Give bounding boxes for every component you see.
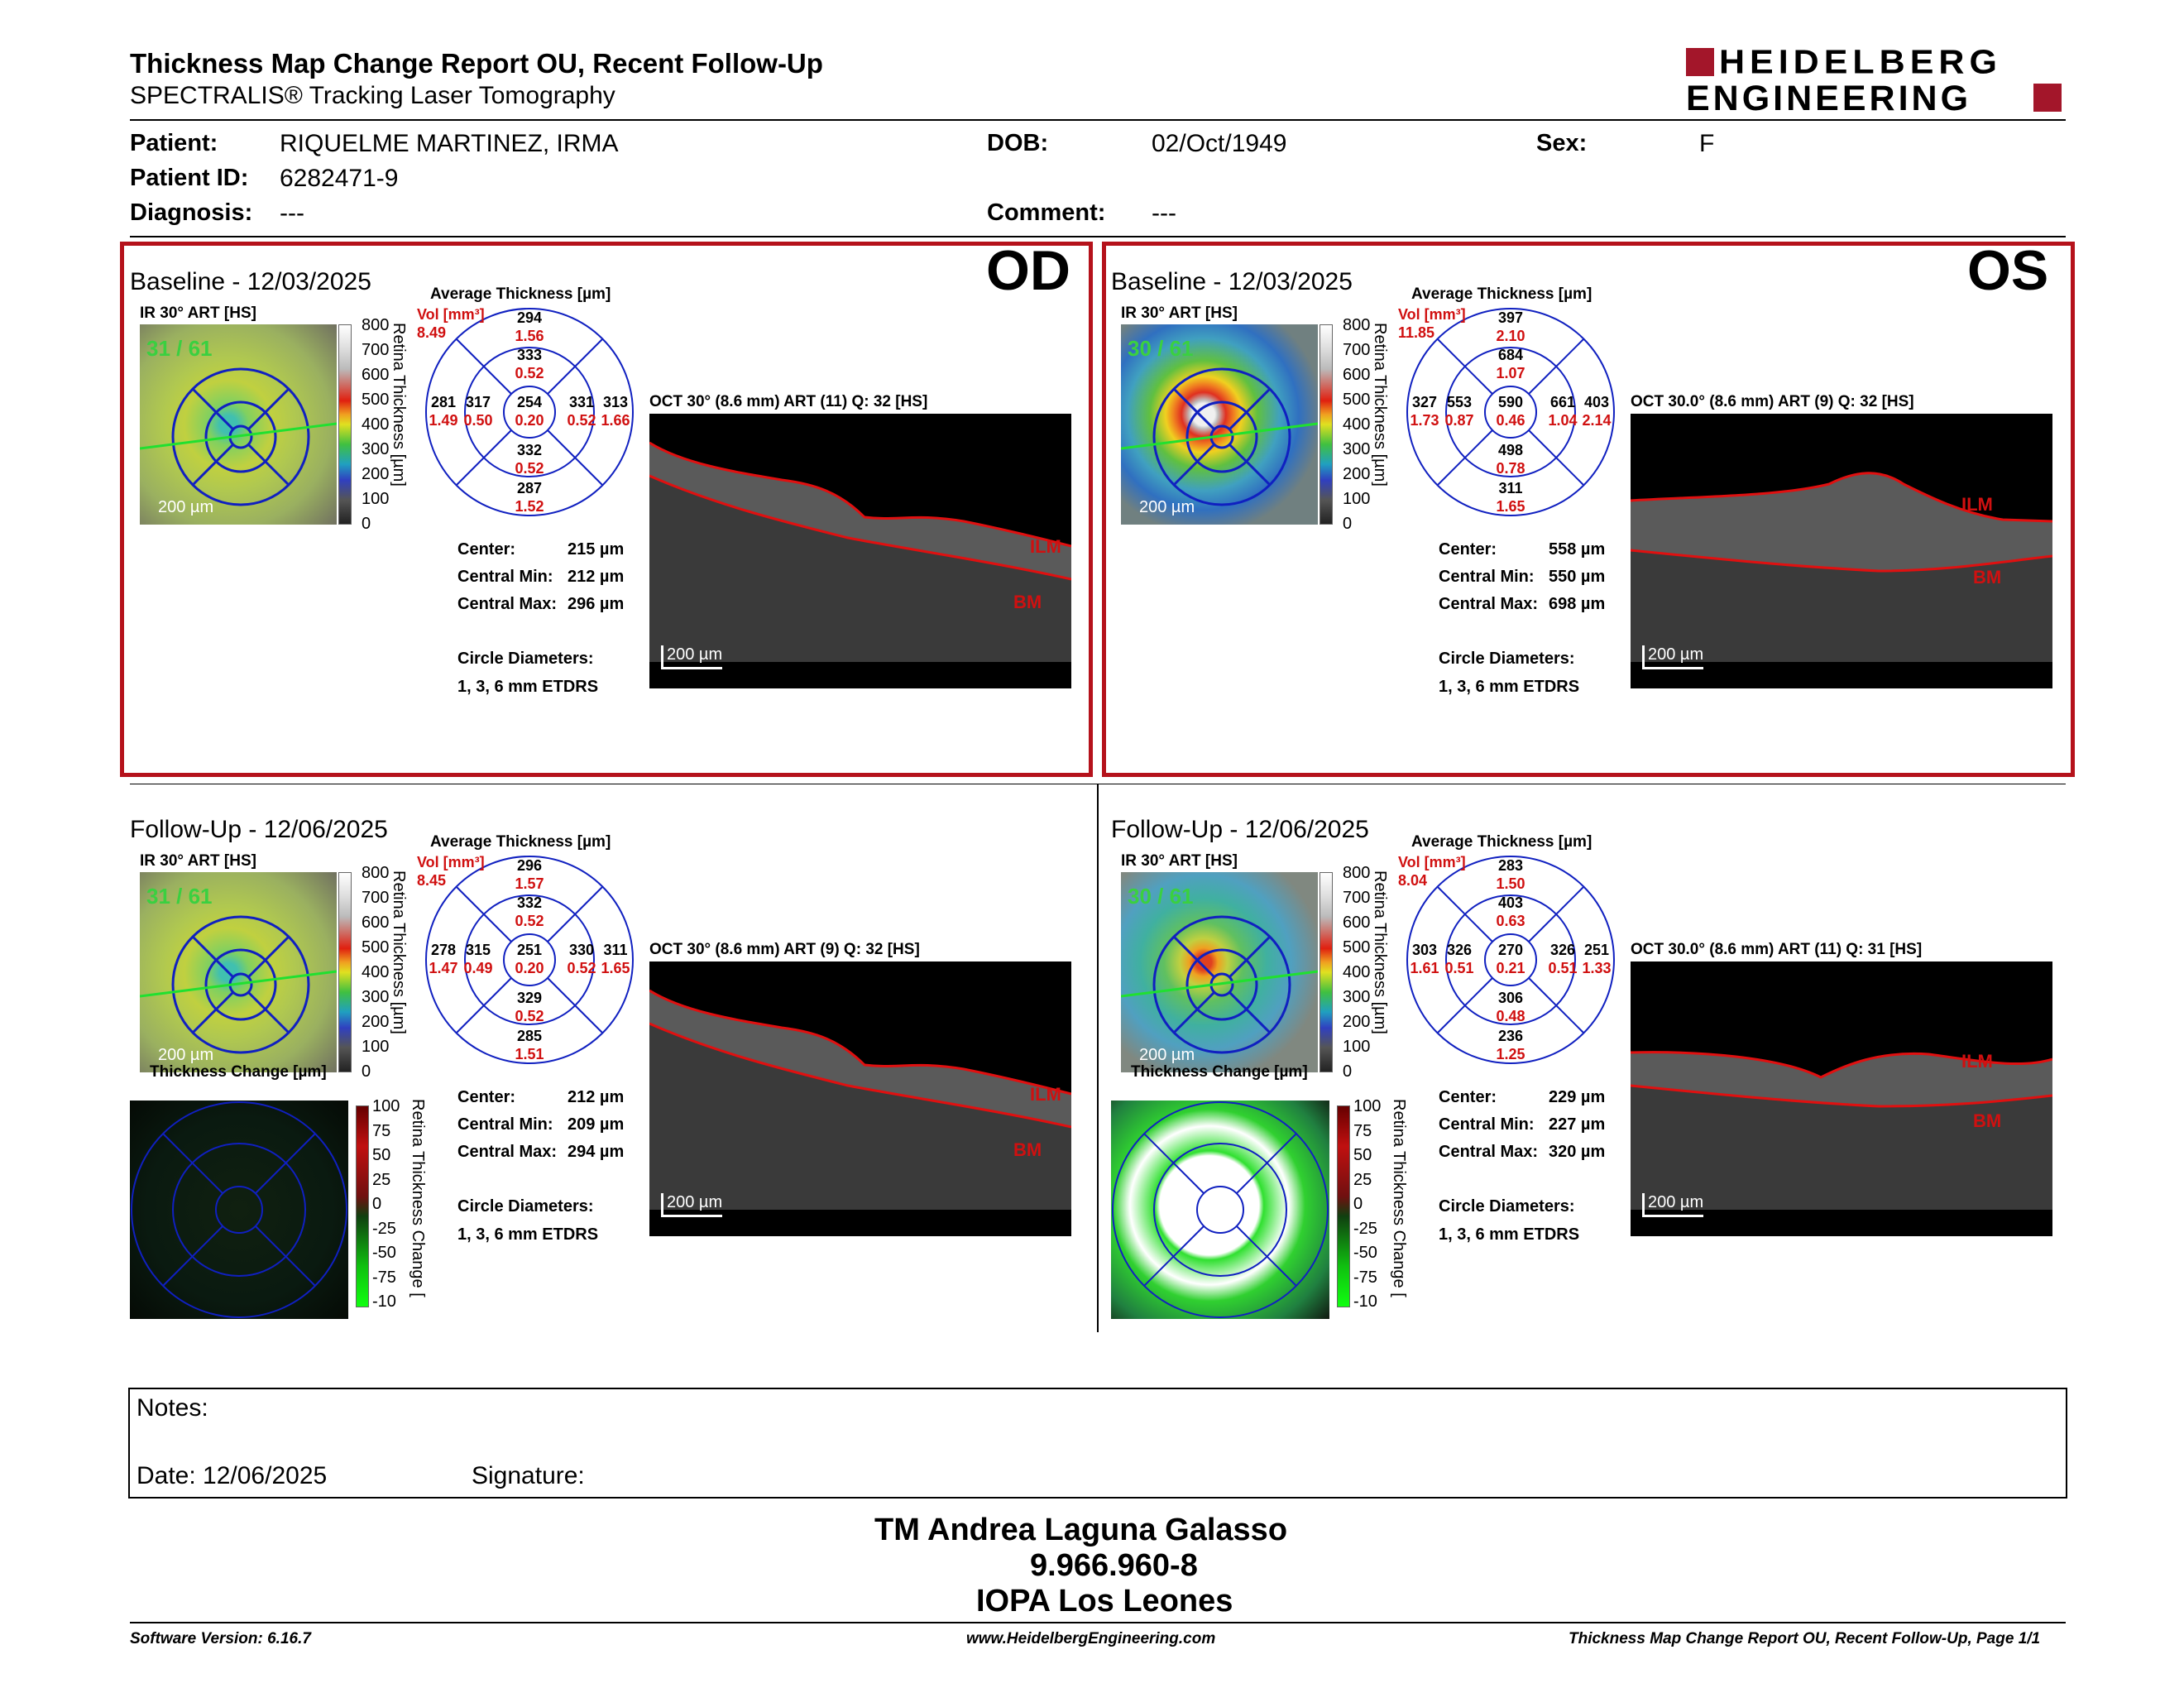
circle-diameters-value: 1, 3, 6 mm ETDRS [1439,678,1580,696]
change-colorbar-tick: -10 [1353,1292,1377,1311]
colorbar-tick: 200 [362,1013,390,1031]
od-fu-panel [130,796,1090,1326]
grid-thickness-right: 403 [1583,394,1610,410]
grid-volume-right: 1.66 [601,412,630,429]
colorbar-tick: 200 [1343,1013,1371,1031]
vol-total: 8.49 [417,324,447,341]
colorbar-title: Retina Thickness [µm] [390,323,408,487]
colorbar-tick: 400 [362,963,390,981]
etdrs-overlay [140,872,337,1072]
signer-org: IOPA Los Leones [976,1584,1233,1618]
change-title: Thickness Change [µm] [150,1063,327,1081]
ilm-label: ILM [1030,1084,1061,1105]
grid-thickness-ibot: 498 [1497,442,1524,458]
avg-thickness-title: Average Thickness [µm] [430,285,611,303]
colorbar-tick: 100 [362,490,390,508]
center-label: Center: [457,1088,516,1106]
grid-volume-ibot: 0.52 [515,460,544,477]
colorbar-tick: 700 [362,889,390,907]
grid-volume-c: 0.20 [515,412,544,429]
grid-thickness-left: 281 [430,394,457,410]
colorbar-tick: 700 [1343,889,1371,907]
grid-volume-left: 1.47 [429,960,458,976]
change-colorbar-tick: 25 [1353,1170,1372,1189]
dob-label: DOB: [987,130,1049,156]
grid-thickness-right: 313 [602,394,629,410]
grid-volume-left: 1.49 [429,412,458,429]
grid-thickness-ileft: 326 [1446,942,1473,958]
center-value: 215 µm [568,540,625,559]
circle-diameters-label: Circle Diameters: [457,650,594,668]
fundus-scale-label: 200 µm [1139,1046,1195,1064]
bm-label: BM [1973,1110,2002,1131]
etdrs-overlay [1121,872,1318,1072]
colorbar-tick: 800 [362,864,390,882]
colorbar-tick: 0 [362,1062,371,1081]
diagnosis-value: --- [280,199,304,227]
grid-volume-left: 1.61 [1410,960,1439,976]
patient-name: RIQUELME MARTINEZ, IRMA [280,130,619,157]
colorbar-title: Retina Thickness [µm] [1371,870,1389,1034]
panel-title: Follow-Up - 12/06/2025 [130,816,388,843]
central-max-label: Central Max: [457,595,558,613]
center-value: 212 µm [568,1088,625,1106]
comment-value: --- [1152,199,1176,227]
signer-name: TM Andrea Laguna Galasso [874,1513,1288,1547]
grid-volume-bot: 1.52 [515,498,544,515]
fundus-scale-label: 200 µm [158,498,214,516]
grid-thickness-top: 283 [1497,857,1524,874]
grid-volume-c: 0.20 [515,960,544,976]
center-label: Center: [1439,540,1497,559]
change-colorbar-tick: -50 [1353,1244,1377,1262]
change-colorbar-tick: 0 [1353,1195,1363,1213]
colorbar-tick: 0 [1343,1062,1353,1081]
colorbar-tick: 500 [1343,938,1371,957]
fundus-thickness-map [140,872,337,1072]
grid-volume-ileft: 0.50 [463,412,493,429]
grid-volume-right: 1.65 [601,960,630,976]
grid-thickness-bot: 236 [1497,1028,1524,1044]
fundus-overlay-text: 30 / 61 [1128,336,1194,361]
central-min-label: Central Min: [1439,1115,1535,1134]
grid-thickness-ileft: 315 [465,942,491,958]
central-min-label: Central Min: [1439,568,1535,586]
change-colorbar-tick: -75 [372,1268,396,1287]
grid-volume-right: 2.14 [1582,412,1612,429]
grid-volume-bot: 1.65 [1496,498,1525,515]
central-min-value: 209 µm [568,1115,625,1134]
comment-label: Comment: [987,199,1106,226]
eye-label: OS [1967,239,2049,302]
colorbar-tick: 500 [1343,391,1371,409]
footer-page: Thickness Map Change Report OU, Recent Follow-Up, Page 1/1 [1569,1630,2041,1647]
logo-line1: HEIDELBERG [1719,43,2002,81]
central-max-value: 320 µm [1549,1143,1606,1161]
oct-label: OCT 30° (8.6 mm) ART (11) Q: 32 [HS] [649,393,928,410]
vol-total: 11.85 [1398,324,1435,341]
grid-thickness-left: 303 [1411,942,1438,958]
change-colorbar-title: Retina Thickness Change [ [1390,1099,1408,1297]
grid-thickness-c: 270 [1497,942,1524,958]
grid-thickness-iright: 331 [568,394,595,410]
change-colorbar [356,1105,369,1307]
grid-volume-ibot: 0.52 [515,1008,544,1024]
grid-thickness-c: 590 [1497,394,1524,410]
grid-volume-ibot: 0.78 [1496,460,1525,477]
colorbar-title: Retina Thickness [µm] [1371,323,1389,487]
fundus-overlay-text: 31 / 61 [146,884,213,909]
colorbar-tick: 500 [362,391,390,409]
sex-label: Sex: [1536,130,1588,156]
vol-label: Vol [mm³] [417,854,485,870]
fundus-scale-label: 200 µm [158,1046,214,1064]
central-max-value: 294 µm [568,1143,625,1161]
central-max-label: Central Max: [1439,1143,1539,1161]
change-colorbar-tick: 50 [1353,1146,1372,1164]
colorbar-tick: 200 [362,465,390,483]
change-colorbar-tick: -25 [1353,1219,1377,1238]
bm-label: BM [1013,592,1042,612]
colorbar-tick: 300 [362,440,390,458]
panel-title: Follow-Up - 12/06/2025 [1111,816,1369,843]
grid-volume-ileft: 0.87 [1444,412,1474,429]
grid-thickness-bot: 311 [1498,480,1523,496]
change-title: Thickness Change [µm] [1131,1063,1308,1081]
grid-thickness-iright: 330 [568,942,595,958]
grid-thickness-left: 278 [430,942,457,958]
report-subtitle: SPECTRALIS® Tracking Laser Tomography [130,82,615,109]
grid-volume-ileft: 0.49 [463,960,493,976]
grid-volume-top: 1.50 [1496,875,1525,892]
grid-thickness-right: 251 [1583,942,1610,958]
change-colorbar-tick: 100 [1353,1097,1382,1115]
sex-value: F [1699,130,1715,157]
central-min-label: Central Min: [457,568,553,586]
grid-volume-bot: 1.51 [515,1046,544,1062]
software-version: Software Version: 6.16.7 [130,1630,311,1647]
central-max-value: 296 µm [568,595,625,613]
grid-thickness-itop: 403 [1497,894,1524,911]
patient-id: 6282471-9 [280,165,399,192]
vol-label: Vol [mm³] [1398,306,1466,323]
notes-box[interactable] [128,1388,2067,1499]
grid-thickness-ileft: 553 [1446,394,1473,410]
panel-title: Baseline - 12/03/2025 [1111,268,1353,295]
colorbar-tick: 400 [1343,963,1371,981]
grid-volume-itop: 0.52 [515,913,544,929]
colorbar-tick: 500 [362,938,390,957]
grid-thickness-itop: 333 [516,347,543,363]
ilm-label: ILM [1961,1051,1993,1072]
grid-volume-c: 0.46 [1496,412,1525,429]
diagnosis-label: Diagnosis: [130,199,253,226]
ir-label: IR 30° ART [HS] [140,852,256,870]
logo-line2: ENGINEERING [1686,79,1972,118]
grid-thickness-top: 397 [1497,309,1524,326]
oct-scale-label: 200 µm [661,1193,722,1217]
change-colorbar-tick: -25 [372,1219,396,1238]
os-fu-panel [1111,796,2071,1326]
oct-scale-label: 200 µm [1642,645,1703,669]
central-max-value: 698 µm [1549,595,1606,613]
circle-diameters-label: Circle Diameters: [1439,1197,1575,1216]
grid-thickness-left: 327 [1411,394,1438,410]
grid-volume-top: 1.57 [515,875,544,892]
fundus-scale-label: 200 µm [1139,498,1195,516]
od-baseline-frame [120,242,1093,777]
thickness-colorbar [338,872,352,1072]
grid-thickness-right: 311 [603,942,628,958]
center-label: Center: [1439,1088,1497,1106]
grid-volume-bot: 1.25 [1496,1046,1525,1062]
colorbar-tick: 0 [362,515,371,533]
vol-label: Vol [mm³] [417,306,485,323]
colorbar-tick: 200 [1343,465,1371,483]
change-colorbar-title: Retina Thickness Change [ [409,1099,427,1297]
oct-scale-label: 200 µm [661,645,722,669]
footer-url[interactable]: www.HeidelbergEngineering.com [966,1630,1216,1647]
grid-thickness-itop: 332 [516,894,543,911]
oct-bscan [1631,961,2052,1236]
grid-volume-top: 1.56 [515,328,544,344]
notes-date: Date: 12/06/2025 [136,1462,328,1489]
grid-thickness-itop: 684 [1497,347,1524,363]
change-colorbar-tick: 100 [372,1097,400,1115]
colorbar-tick: 800 [1343,864,1371,882]
grid-volume-itop: 1.07 [1496,365,1525,381]
thickness-colorbar [1320,872,1333,1072]
colorbar-tick: 800 [1343,316,1371,334]
colorbar-tick: 700 [362,341,390,359]
report-title: Thickness Map Change Report OU, Recent Follow-Up [130,48,823,79]
heidelberg-logo [1686,43,2067,118]
grid-thickness-iright: 661 [1549,394,1576,410]
circle-diameters-label: Circle Diameters: [457,1197,594,1216]
avg-thickness-title: Average Thickness [µm] [1411,833,1592,851]
colorbar-tick: 100 [362,1038,390,1056]
notes-label: Notes: [136,1394,208,1422]
circle-diameters-value: 1, 3, 6 mm ETDRS [1439,1225,1580,1244]
colorbar-tick: 300 [1343,988,1371,1006]
grid-thickness-top: 294 [516,309,543,326]
bm-label: BM [1013,1139,1042,1160]
change-colorbar-tick: -75 [1353,1268,1377,1287]
avg-thickness-title: Average Thickness [µm] [1411,285,1592,303]
colorbar-tick: 600 [362,914,390,932]
change-colorbar-tick: 25 [372,1170,391,1189]
colorbar-tick: 600 [1343,366,1371,384]
center-value: 558 µm [1549,540,1606,559]
change-colorbar-tick: 75 [1353,1121,1372,1140]
colorbar-tick: 600 [1343,914,1371,932]
grid-thickness-bot: 285 [516,1028,543,1044]
colorbar-title: Retina Thickness [µm] [390,870,408,1034]
grid-thickness-bot: 287 [516,480,543,496]
eye-label: OD [986,239,1070,302]
grid-thickness-ibot: 332 [516,442,543,458]
grid-volume-c: 0.21 [1496,960,1525,976]
change-colorbar-tick: -50 [372,1244,396,1262]
fundus-overlay-text: 31 / 61 [146,336,213,361]
circle-diameters-label: Circle Diameters: [1439,650,1575,668]
grid-volume-right: 1.33 [1582,960,1612,976]
change-colorbar-tick: 75 [372,1121,391,1140]
panel-title: Baseline - 12/03/2025 [130,268,371,295]
vol-total: 8.04 [1398,872,1428,889]
center-value: 229 µm [1549,1088,1606,1106]
grid-volume-iright: 1.04 [1548,412,1578,429]
signer-id: 9.966.960-8 [1030,1548,1198,1583]
dob-value: 02/Oct/1949 [1152,130,1287,157]
ilm-label: ILM [1030,536,1061,557]
oct-label: OCT 30.0° (8.6 mm) ART (9) Q: 32 [HS] [1631,393,1914,410]
central-min-value: 227 µm [1549,1115,1606,1134]
thickness-change-map [130,1101,348,1319]
oct-bscan [649,961,1071,1236]
central-max-label: Central Max: [457,1143,558,1161]
grid-volume-ileft: 0.51 [1444,960,1474,976]
change-colorbar-tick: 0 [372,1195,382,1213]
central-min-value: 212 µm [568,568,625,586]
colorbar-tick: 0 [1343,515,1353,533]
central-min-value: 550 µm [1549,568,1606,586]
grid-thickness-ileft: 317 [465,394,491,410]
vol-total: 8.45 [417,872,447,889]
vol-label: Vol [mm³] [1398,854,1466,870]
fundus-overlay-text: 30 / 61 [1128,884,1194,909]
ilm-label: ILM [1961,494,1993,515]
grid-volume-iright: 0.52 [567,960,596,976]
grid-volume-iright: 0.52 [567,412,596,429]
column-divider [1097,784,1099,1332]
grid-volume-iright: 0.51 [1548,960,1578,976]
oct-scale-label: 200 µm [1642,1193,1703,1217]
circle-diameters-value: 1, 3, 6 mm ETDRS [457,678,599,696]
colorbar-tick: 600 [362,366,390,384]
ir-label: IR 30° ART [HS] [140,305,256,322]
circle-diameters-value: 1, 3, 6 mm ETDRS [457,1225,599,1244]
oct-label: OCT 30.0° (8.6 mm) ART (11) Q: 31 [HS] [1631,941,1923,958]
grid-volume-left: 1.73 [1410,412,1439,429]
colorbar-tick: 700 [1343,341,1371,359]
colorbar-tick: 400 [1343,415,1371,434]
colorbar-tick: 100 [1343,490,1371,508]
grid-volume-itop: 0.52 [515,365,544,381]
ir-label: IR 30° ART [HS] [1121,852,1238,870]
change-colorbar-tick: -10 [372,1292,396,1311]
grid-thickness-ibot: 306 [1497,990,1524,1006]
grid-volume-ibot: 0.48 [1496,1008,1525,1024]
signature-label: Signature: [472,1462,585,1489]
thickness-change-map [1111,1101,1329,1319]
colorbar-tick: 800 [362,316,390,334]
colorbar-tick: 400 [362,415,390,434]
patient-id-label: Patient ID: [130,165,249,191]
grid-volume-top: 2.10 [1496,328,1525,344]
os-baseline-frame [1102,242,2075,777]
grid-volume-itop: 0.63 [1496,913,1525,929]
bm-label: BM [1973,567,2002,587]
grid-thickness-ibot: 329 [516,990,543,1006]
colorbar-tick: 300 [362,988,390,1006]
grid-thickness-c: 251 [516,942,543,958]
colorbar-tick: 300 [1343,440,1371,458]
avg-thickness-title: Average Thickness [µm] [430,833,611,851]
patient-label: Patient: [130,130,218,156]
colorbar-tick: 100 [1343,1038,1371,1056]
grid-thickness-top: 296 [516,857,543,874]
fundus-thickness-map [1121,872,1318,1072]
grid-thickness-iright: 326 [1549,942,1576,958]
oct-label: OCT 30° (8.6 mm) ART (9) Q: 32 [HS] [649,941,920,958]
central-min-label: Central Min: [457,1115,553,1134]
central-max-label: Central Max: [1439,595,1539,613]
change-colorbar-tick: 50 [372,1146,391,1164]
center-label: Center: [457,540,516,559]
change-colorbar [1337,1105,1350,1307]
grid-thickness-c: 254 [516,394,543,410]
ir-label: IR 30° ART [HS] [1121,305,1238,322]
